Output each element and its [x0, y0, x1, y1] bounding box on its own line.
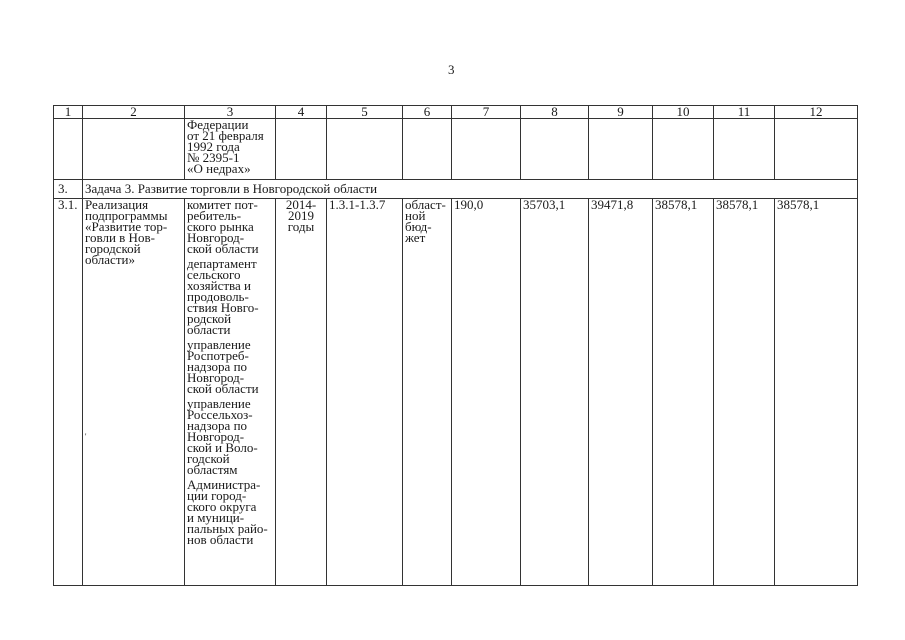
header-cell: 3 — [185, 106, 276, 119]
value-cell: 38578,1 — [775, 199, 858, 586]
executor: департамент сельского хозяйства и продоволь- ствия Новго- родской области — [187, 256, 259, 337]
value-cell: 35703,1 — [521, 199, 589, 586]
task-number: 3. — [54, 180, 83, 199]
stray-mark: ' — [85, 432, 87, 441]
header-row — [54, 106, 858, 119]
item-row — [54, 199, 858, 586]
page-number: 3 — [448, 62, 455, 77]
executor: Администра- ции город- ского округа и муници- пальных райо- нов области — [187, 477, 268, 547]
header-cell: 6 — [403, 106, 452, 119]
value-cell: 38578,1 — [714, 199, 775, 586]
header-cell: 7 — [452, 106, 521, 119]
executor: комитет пот- ребитель- ского рынка Новгород- ской области — [187, 198, 259, 256]
continued-row — [54, 119, 858, 180]
executors-cell — [185, 199, 276, 586]
legal-basis-cell: Федерации от 21 февраля 1992 года № 2395-1 «О недрах» — [185, 119, 276, 180]
header-cell: 5 — [327, 106, 403, 119]
period-cell: 2014- 2019 годы — [276, 199, 327, 586]
value-cell: 190,0 — [452, 199, 521, 586]
header-cell: 1 — [54, 106, 83, 119]
header-cell: 9 — [589, 106, 653, 119]
item-number: 3.1. — [54, 199, 83, 586]
executor: управление Россельхоз- надзора по Новгород- ской и Воло- годской областям — [187, 396, 258, 477]
task-row — [54, 180, 858, 199]
indicators-cell: 1.3.1-1.3.7 — [327, 199, 403, 586]
task-title: Задача 3. Развитие торговли в Новгородской области — [83, 180, 858, 199]
source-cell: област- ной бюд- жет — [403, 199, 452, 586]
header-cell: 4 — [276, 106, 327, 119]
item-name: Реализация подпрограммы «Развитие тор- говли в Нов- городской области» — [83, 199, 185, 586]
program-table — [53, 105, 858, 586]
header-cell: 12 — [775, 106, 858, 119]
value-cell: 39471,8 — [589, 199, 653, 586]
header-cell: 8 — [521, 106, 589, 119]
header-cell: 10 — [653, 106, 714, 119]
value-cell: 38578,1 — [653, 199, 714, 586]
executor: управление Роспотреб- надзора по Новгород- ской области — [187, 337, 259, 396]
header-cell: 2 — [83, 106, 185, 119]
header-cell: 11 — [714, 106, 775, 119]
